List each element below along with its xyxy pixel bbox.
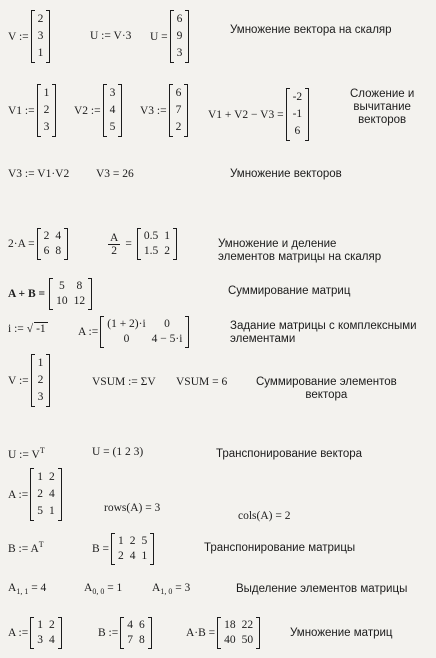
matrix-b-2x3 — [111, 533, 154, 565]
caption-matmul: Умножение матриц — [290, 627, 393, 639]
caption-mtrans: Транспонирование матрицы — [204, 542, 356, 554]
cell: 2 — [129, 535, 136, 547]
element-base: A — [152, 582, 161, 594]
v1-label: V1 := — [8, 104, 35, 117]
cell: 5 — [109, 121, 116, 133]
vector-v2 — [103, 84, 123, 137]
cell: 2 — [48, 619, 55, 631]
cell: 8 — [76, 280, 83, 292]
vector-v2-definition — [74, 84, 124, 137]
cell: 5 — [141, 535, 148, 547]
scalar-div-matrix — [106, 228, 179, 260]
matrix-a-3x2 — [30, 468, 62, 521]
cell: 1 — [37, 471, 43, 483]
cell: 4 — [127, 619, 133, 631]
element-a11 — [8, 582, 46, 596]
cell: 4 — [129, 550, 136, 562]
matrix-2a — [37, 228, 69, 260]
matrix-a-small — [30, 617, 62, 649]
cell: 3 — [109, 87, 116, 99]
cell: 1 — [141, 550, 148, 562]
matrix-a-definition — [8, 468, 64, 521]
cell: -1 — [292, 108, 303, 120]
add-sub-result — [208, 88, 311, 141]
vector-v3 — [169, 84, 189, 137]
caption-select: Выделение элементов матрицы — [236, 583, 408, 595]
matrix-sum — [8, 278, 94, 310]
cell: 4 — [55, 230, 62, 242]
cell: 1.5 — [143, 245, 159, 257]
v-label: V := — [8, 30, 29, 43]
transpose-vector-result: U = (1 2 3) — [92, 446, 144, 458]
cell: 1 — [37, 619, 43, 631]
vector-v1 — [37, 84, 57, 137]
caption-addsub: Сложение и вычитание векторов — [350, 88, 415, 126]
caption-matscal: Умножение и деление элементов матрицы на скаляр — [218, 238, 382, 263]
transpose-sup: T — [39, 446, 45, 455]
cell: 0 — [164, 318, 170, 330]
cell: 6 — [294, 125, 301, 137]
element-base: A — [8, 582, 17, 594]
cell: 2 — [37, 13, 44, 25]
element-index: 1, 0 — [160, 587, 173, 596]
u-definition: U := V·3 — [90, 30, 132, 42]
vector-v3-definition — [140, 84, 190, 137]
matrix-sum-label: A + B = — [8, 288, 46, 300]
add-sub-expression: V1 + V2 − V3 = — [208, 108, 284, 121]
cell: 2 — [43, 230, 50, 242]
transpose-base: U := V — [8, 449, 40, 461]
cell: 0.5 — [143, 230, 159, 242]
rows-result: rows(A) = 3 — [104, 502, 161, 514]
cell: 12 — [73, 295, 86, 307]
b-label: B = — [92, 543, 110, 555]
matrix-b-small — [120, 617, 152, 649]
matrix-a-half — [137, 228, 177, 260]
v3-label: V3 := — [140, 104, 167, 117]
a-label: A := — [78, 326, 99, 338]
element-a10 — [152, 582, 190, 596]
cell: 3 — [176, 47, 183, 59]
cell: 50 — [241, 634, 254, 646]
element-value: = 1 — [107, 582, 123, 594]
cell: 1 — [164, 230, 170, 242]
transpose-vector-definition — [8, 446, 45, 461]
fraction-denominator: 2 — [111, 244, 118, 257]
vector-u-result — [150, 10, 191, 63]
cell: 3 — [43, 121, 50, 133]
caption-vtrans: Транспонирование вектора — [216, 448, 363, 460]
scalar-mult-label: 2·A = — [8, 238, 35, 250]
cell: 6 — [175, 87, 182, 99]
cell: 3 — [37, 391, 44, 403]
cell: 18 — [224, 619, 236, 631]
matrix-ab — [217, 617, 260, 649]
vsum-result: VSUM = 6 — [176, 376, 228, 388]
caption-sumelem: Суммирование элементов вектора — [256, 376, 397, 401]
transpose-sup: T — [38, 540, 44, 549]
cell: (1 + 2)·i — [107, 318, 146, 330]
cell: 1 — [48, 505, 55, 517]
scalar-mult-matrix — [8, 228, 70, 260]
cell: 7 — [127, 634, 133, 646]
cell: 2 — [43, 104, 50, 116]
vecmul-definition: V3 := V1·V2 — [8, 168, 70, 180]
cell: 2 — [164, 245, 170, 257]
cell: 4 — [48, 488, 55, 500]
cell: 3 — [37, 30, 44, 42]
cell: 2 — [37, 374, 44, 386]
transpose-matrix-definition — [8, 540, 44, 555]
sqrt-icon: √ — [26, 322, 34, 335]
fraction-a-over-2 — [108, 232, 120, 257]
cell: 8 — [138, 634, 145, 646]
cell: 4 — [48, 634, 55, 646]
element-a00 — [84, 582, 122, 596]
cell: 8 — [55, 245, 62, 257]
cell: 6 — [176, 13, 183, 25]
vector-v — [31, 10, 51, 63]
cell: 3 — [37, 634, 43, 646]
caption-complex: Задание матрицы с комплексными элементами — [230, 320, 417, 345]
cell: 1 — [37, 357, 44, 369]
complex-matrix — [100, 316, 189, 348]
i-label: i := — [8, 322, 24, 335]
matrix-a-2x2 — [8, 617, 64, 649]
element-index: 1, 1 — [16, 587, 29, 596]
cell: 5 — [58, 280, 65, 292]
cell: 2 — [37, 488, 43, 500]
imaginary-unit-definition — [8, 322, 48, 335]
cell: 6 — [43, 245, 50, 257]
cell: 4 − 5·i — [151, 333, 183, 345]
fraction-numerator: A — [110, 231, 119, 244]
vector-u — [170, 10, 190, 63]
element-value: = 3 — [175, 582, 191, 594]
matrix-product — [186, 617, 262, 649]
vector-v1-definition — [8, 84, 58, 137]
element-value: = 4 — [31, 582, 47, 594]
a-label: A := — [8, 627, 29, 639]
cell: 2 — [118, 550, 124, 562]
caption-matsum: Суммирование матриц — [228, 285, 351, 297]
cell: 5 — [37, 505, 43, 517]
cell: 4 — [109, 104, 116, 116]
element-base: A — [84, 582, 93, 594]
transpose-base: B := A — [8, 543, 39, 555]
vecmul-result: V3 = 26 — [96, 168, 134, 180]
v-label: V := — [8, 374, 29, 387]
product-label: A·B = — [186, 627, 216, 639]
vsum-definition: VSUM := ΣV — [92, 376, 156, 388]
cell: 10 — [56, 295, 68, 307]
matrix-b-2x2 — [98, 617, 154, 649]
vector-add-sub-result — [286, 88, 310, 141]
cell: 1 — [118, 535, 124, 547]
cell: 7 — [175, 104, 182, 116]
cell: 1 — [43, 87, 50, 99]
matrix-a-plus-b — [49, 278, 92, 310]
caption-scalar: Умножение вектора на скаляр — [230, 24, 392, 36]
u-label: U = — [150, 30, 168, 43]
cell: 22 — [241, 619, 254, 631]
v2-label: V2 := — [74, 104, 101, 117]
cell: 2 — [48, 471, 55, 483]
cell: -2 — [292, 91, 303, 103]
caption-vecmul: Умножение векторов — [230, 168, 342, 180]
cell: 40 — [224, 634, 236, 646]
radicand: -1 — [36, 323, 46, 335]
vector-v-second-definition — [8, 354, 52, 407]
vector-v-definition — [8, 10, 52, 63]
b-label: B := — [98, 627, 119, 639]
element-index: 0, 0 — [92, 587, 105, 596]
matrix-b-transposed — [92, 533, 156, 565]
equals-sign: = — [125, 238, 132, 250]
complex-matrix-definition — [78, 316, 191, 348]
a-label: A := — [8, 488, 29, 501]
cell: 1 — [37, 47, 44, 59]
cell: 2 — [175, 121, 182, 133]
cell: 9 — [176, 30, 183, 42]
cell: 0 — [123, 333, 130, 345]
cell: 6 — [138, 619, 145, 631]
vector-v2nd — [31, 354, 51, 407]
cols-result: cols(A) = 2 — [238, 510, 291, 522]
